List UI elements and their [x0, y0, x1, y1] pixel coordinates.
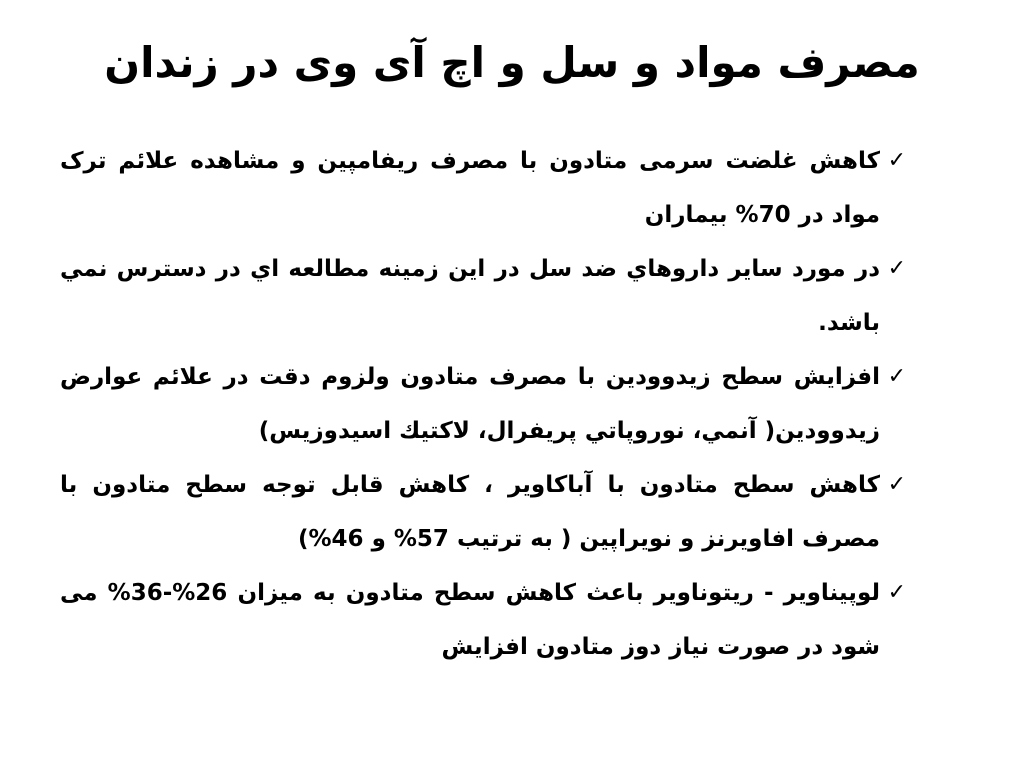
check-icon: ✓ — [887, 472, 906, 497]
check-icon: ✓ — [887, 256, 906, 281]
bullet-item — [60, 350, 910, 458]
check-icon: ✓ — [887, 364, 906, 389]
bullet-item — [60, 242, 910, 350]
bullet-text: در مورد ساير داروهاي ضد سل در اين زمينه مطالعه اي در دسترس نمي باشد. — [60, 256, 880, 336]
bullet-item — [60, 134, 910, 242]
bullet-text: کاهش غلضت سرمی متادون با مصرف ریفامپین و مشاهده علائم ترک مواد در 70% بیماران — [60, 148, 880, 228]
bullet-item — [60, 566, 910, 674]
bullet-text: افزايش سطح زيدوودين با مصرف متادون ولزوم دقت در علائم عوارض زيدوودين( آنمي، نوروپاتي پريفرال، لاكتيك اسيدوزيس) — [60, 364, 880, 444]
bullet-text: کاهش سطح متادون با آباکاویر ، کاهش قابل توجه سطح متادون با مصرف افاویرنز و نویراپین ( به ترتیب 57% و 46%) — [60, 472, 880, 552]
bullet-text: لوپیناویر - ریتوناویر باعث کاهش سطح متادون به میزان 26%-36% می شود در صورت نیاز دوز متادون افزایش — [60, 580, 880, 660]
check-icon: ✓ — [887, 148, 906, 173]
bullet-item — [60, 458, 910, 566]
slide-title: مصرف مواد و سل و اچ آی وی در زندان — [104, 38, 920, 87]
bullet-list — [60, 134, 910, 674]
check-icon: ✓ — [887, 580, 906, 605]
